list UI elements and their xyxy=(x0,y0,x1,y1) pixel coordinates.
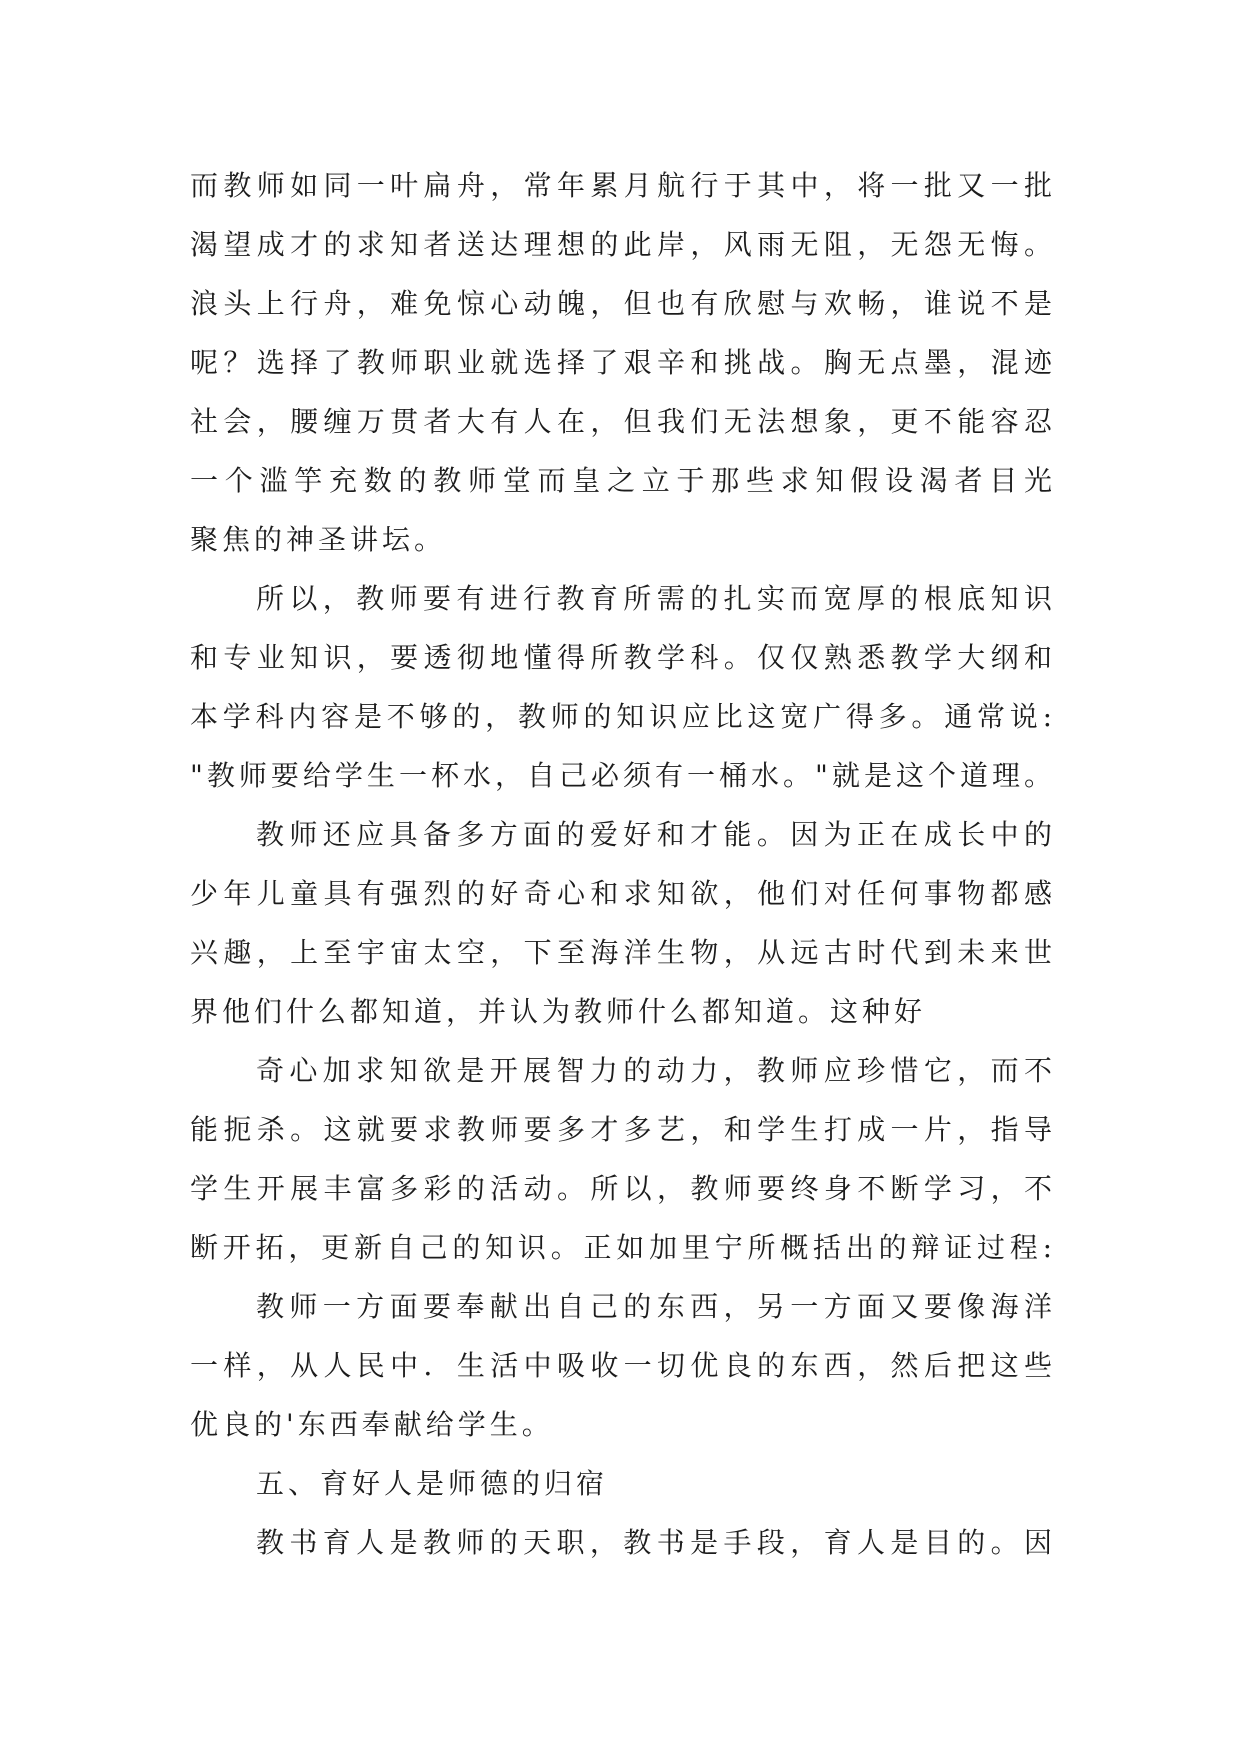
body-text xyxy=(190,156,1056,1572)
text-line: 本学科内容是不够的，教师的知识应比这宽广得多。通常说: xyxy=(190,700,1056,733)
text-line: 一样，从人民中．生活中吸收一切优良的东西，然后把这些 xyxy=(190,1349,1056,1382)
text-line: 而教师如同一叶扁舟，常年累月航行于其中，将一批又一批 xyxy=(190,169,1056,202)
text-line: 界他们什么都知道，并认为教师什么都知道。这种好 xyxy=(190,995,927,1028)
text-line: 学生开展丰富多彩的活动。所以，教师要终身不断学习，不 xyxy=(190,1172,1056,1205)
text-line: 兴趣，上至宇宙太空，下至海洋生物，从远古时代到未来世 xyxy=(190,936,1056,969)
paragraph-first-line: 教师还应具备多方面的爱好和才能。因为正在成长中的 xyxy=(256,818,1056,851)
paragraph-first-line: 所以，教师要有进行教育所需的扎实而宽厚的根底知识 xyxy=(256,582,1056,615)
text-line: 浪头上行舟，难免惊心动魄，但也有欣慰与欢畅，谁说不是 xyxy=(190,287,1056,320)
paragraph-first-line: 奇心加求知欲是开展智力的动力，教师应珍惜它，而不 xyxy=(256,1054,1056,1087)
text-line: 呢？选择了教师职业就选择了艰辛和挑战。胸无点墨，混迹 xyxy=(190,346,1056,379)
paragraph-first-line: 教师一方面要奉献出自己的东西，另一方面又要像海洋 xyxy=(256,1290,1056,1323)
text-line: 聚焦的神圣讲坛。 xyxy=(190,523,447,556)
text-line: 社会，腰缠万贯者大有人在，但我们无法想象，更不能容忍 xyxy=(190,405,1056,438)
text-line: "教师要给学生一杯水，自己必须有一桶水。"就是这个道理。 xyxy=(190,759,1056,792)
text-line: 优良的'东西奉献给学生。 xyxy=(190,1408,554,1441)
text-line: 一个滥竽充数的教师堂而皇之立于那些求知假设渴者目光 xyxy=(190,464,1056,497)
text-line: 少年儿童具有强烈的好奇心和求知欲，他们对任何事物都感 xyxy=(190,877,1056,910)
paragraph-first-line: 教书育人是教师的天职，教书是手段，育人是目的。因 xyxy=(256,1526,1056,1559)
text-line: 断开拓，更新自己的知识。正如加里宁所概括出的辩证过程: xyxy=(190,1231,1056,1264)
text-line: 和专业知识，要透彻地懂得所教学科。仅仅熟悉教学大纲和 xyxy=(190,641,1056,674)
text-line: 渴望成才的求知者送达理想的此岸，风雨无阻，无怨无悔。 xyxy=(190,228,1056,261)
section-heading: 五、育好人是师德的归宿 xyxy=(256,1467,609,1500)
text-line: 能扼杀。这就要求教师要多才多艺，和学生打成一片，指导 xyxy=(190,1113,1056,1146)
